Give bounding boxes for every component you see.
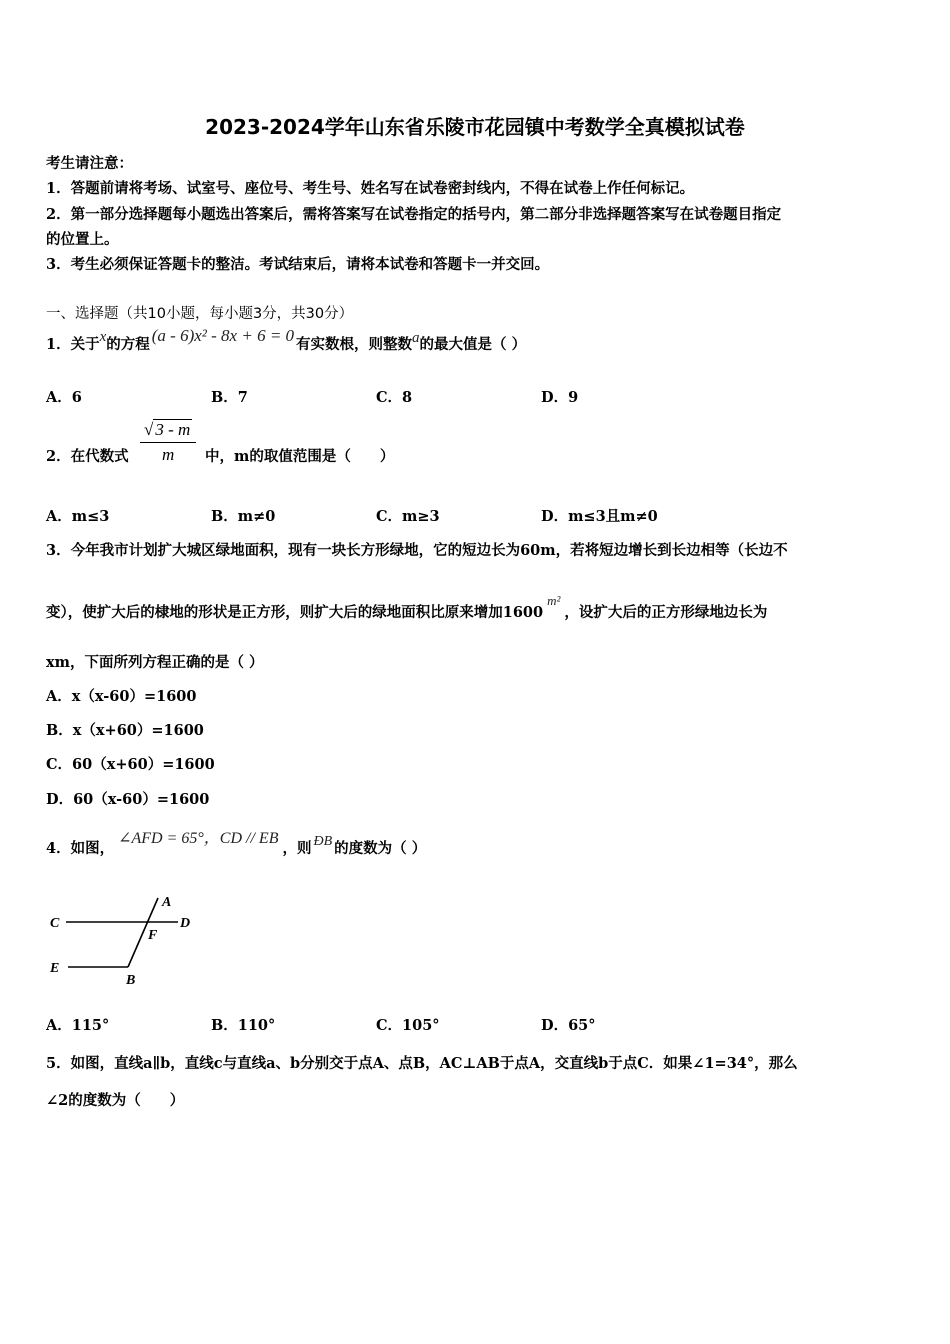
q5-line-1: 5．如图，直线a∥b，直线c与直线a、b分别交于点A、点B，AC⊥AB于点A，交直线b于点C．如果∠1=34°，那么 xyxy=(46,1055,798,1072)
q2-suffix: 中，m的取值范围是（ ） xyxy=(205,448,395,465)
q1-option-c[interactable]: C．8 xyxy=(376,389,413,406)
label-b: B xyxy=(126,973,136,988)
q2-option-b[interactable]: B．m≠0 xyxy=(211,508,276,525)
q1-suffix2: 的最大值是（ ） xyxy=(419,336,527,353)
q3-option-a[interactable]: A．x（x-60）=1600 xyxy=(46,688,197,705)
q1-option-d[interactable]: D．9 xyxy=(541,389,579,406)
q1-suffix1: 有实数根，则整数 xyxy=(296,336,413,353)
q1-var-x: x xyxy=(99,329,107,345)
q2-frac-denominator: m xyxy=(162,445,175,464)
q3-option-d[interactable]: D．60（x-60）=1600 xyxy=(46,791,210,808)
q2-option-a[interactable]: A．m≤3 xyxy=(46,508,110,525)
q3-option-b[interactable]: B．x（x+60）=1600 xyxy=(46,722,204,739)
q3-unit: m² xyxy=(547,593,561,608)
question-4 xyxy=(46,830,427,858)
q3-line-1: 3．今年我市计划扩大城区绿地面积，现有一块长方形绿地，它的短边长为60m，若将短边增长到长边相等（长边不 xyxy=(46,542,788,559)
label-a: A xyxy=(162,895,172,910)
q2-fraction: $\frac{√ 3 - m}{m}$ xyxy=(140,419,196,465)
notice-item-3: 3．考生必须保证答题卡的整洁。考试结束后，请将本试卷和答题卡一并交回。 xyxy=(46,256,550,273)
label-f: F xyxy=(148,928,158,943)
page-title: 2023-2024学年山东省乐陵市花园镇中考数学全真模拟试卷 xyxy=(205,115,745,139)
q4-option-a[interactable]: A．115° xyxy=(46,1017,110,1034)
q4-option-b[interactable]: B．110° xyxy=(211,1017,276,1034)
label-c: C xyxy=(50,916,60,931)
q3-line-3: xm，下面所列方程正确的是（ ） xyxy=(46,654,264,671)
q4-suffix: 的度数为（ ） xyxy=(334,840,427,857)
q4-prefix: 4．如图， xyxy=(46,840,115,857)
label-d: D xyxy=(180,916,191,931)
section-heading: 一、选择题（共10小题，每小题3分，共30分） xyxy=(46,306,354,322)
q1-equation: (a - 6)x² - 8x + 6 = 0 xyxy=(151,326,295,345)
q1-prefix: 1．关于 xyxy=(46,336,100,353)
q4-angle: ÐB xyxy=(313,834,333,849)
q1-option-a[interactable]: A．6 xyxy=(46,389,82,406)
question-1 xyxy=(46,326,527,354)
label-e: E xyxy=(50,961,60,976)
q4-figure xyxy=(44,886,204,990)
q2-frac-numerator: 3 - m xyxy=(155,420,191,439)
q1-var-a: a xyxy=(412,330,420,346)
q4-option-c[interactable]: C．105° xyxy=(376,1017,440,1034)
notice-item-1: 1．答题前请将考场、试室号、座位号、考生号、姓名写在试卷密封线内，不得在试卷上作任何标记。 xyxy=(46,180,695,197)
q4-option-d[interactable]: D．65° xyxy=(541,1017,596,1034)
q4-condition: ∠AFD = 65°，CD // EB xyxy=(118,830,279,847)
q2-option-c[interactable]: C．m≥3 xyxy=(376,508,440,525)
q2-prefix: 2．在代数式 xyxy=(46,448,129,465)
q3-option-c[interactable]: C．60（x+60）=1600 xyxy=(46,756,215,773)
q3-line-2b: ，设扩大后的正方形绿地边长为 xyxy=(564,604,768,621)
notice-item-2: 2．第一部分选择题每小题选出答案后，需将答案写在试卷指定的括号内，第二部分非选择题答案写在试卷题目指定 xyxy=(46,206,782,223)
notice-heading: 考生请注意： xyxy=(46,155,133,172)
q1-option-b[interactable]: B．7 xyxy=(211,389,248,406)
notice-item-2-cont: 的位置上。 xyxy=(46,231,119,248)
q2-option-d[interactable]: D．m≤3且m≠0 xyxy=(541,508,658,525)
q5-line-2: ∠2的度数为（ ） xyxy=(46,1092,185,1109)
q4-mid: ，则 xyxy=(282,840,312,857)
q1-mid: 的方程 xyxy=(106,336,150,353)
q3-line-2 xyxy=(46,593,768,622)
q3-line-2a: 变），使扩大后的棣地的形状是正方形，则扩大后的绿地面积比原来增加1600 xyxy=(46,604,544,621)
